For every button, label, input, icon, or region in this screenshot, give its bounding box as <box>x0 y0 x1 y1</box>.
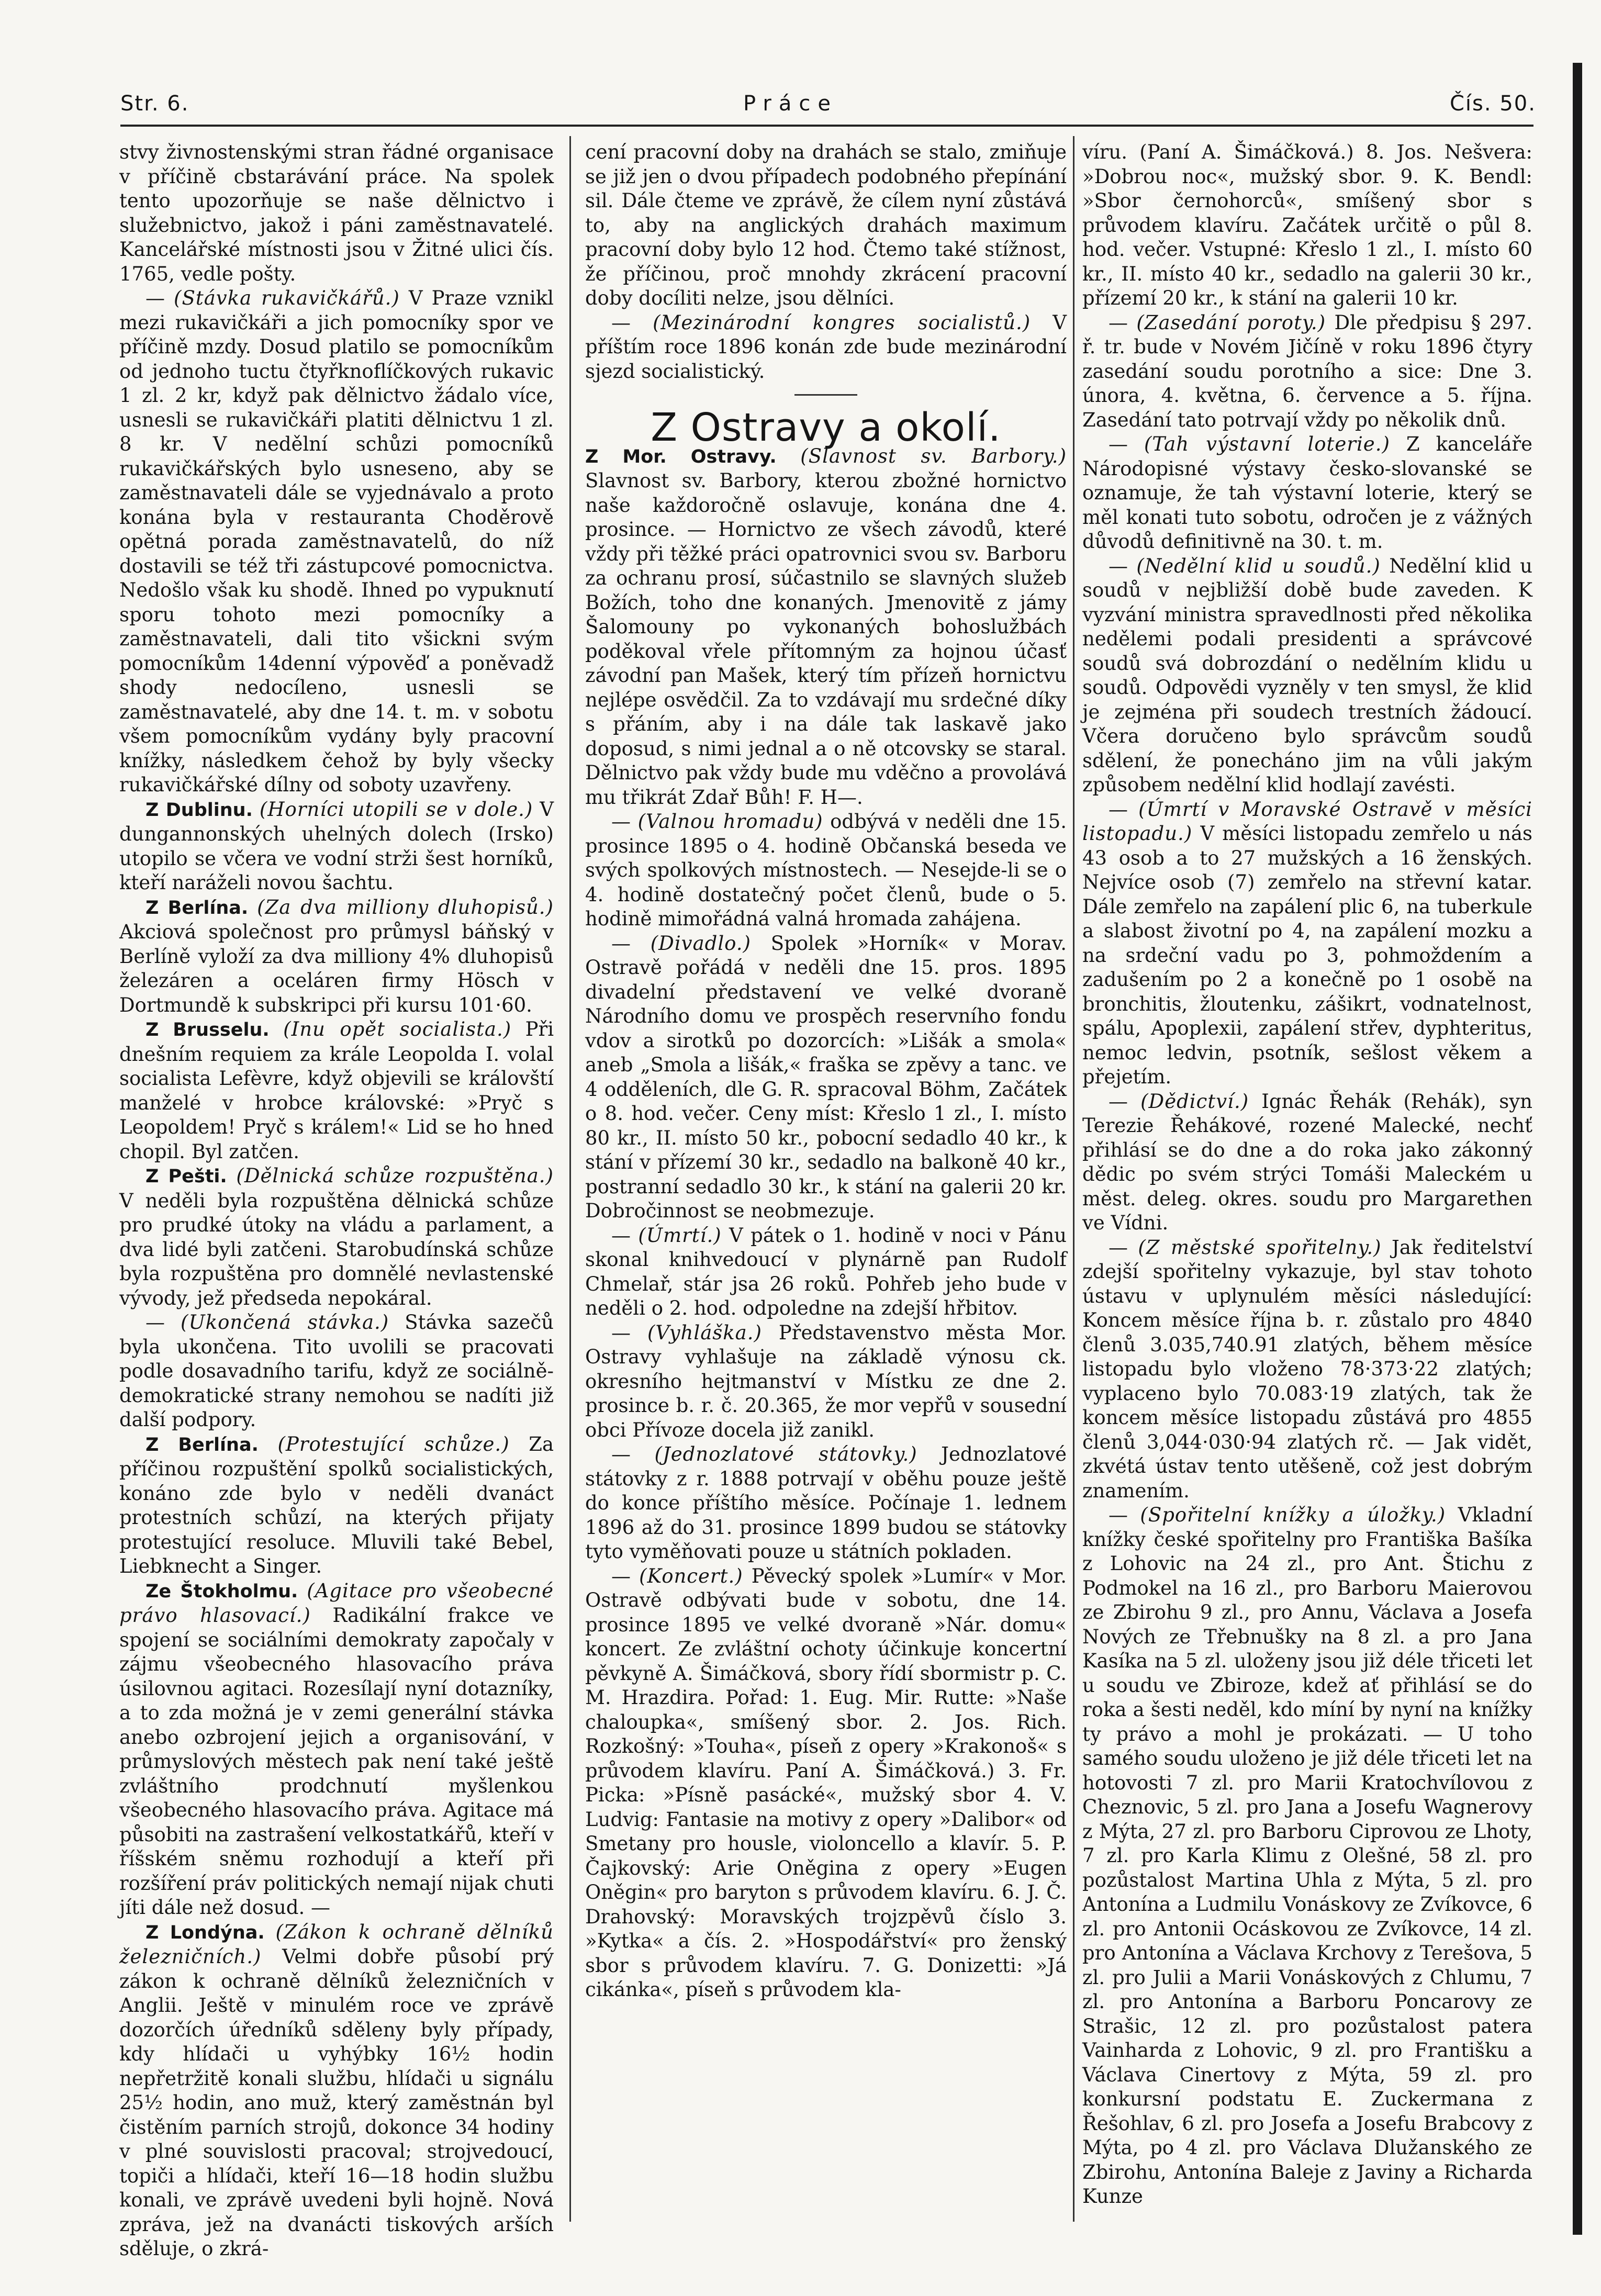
article-text: Za příčinou rozpuštění spolků socialistických, konáno zde bylo v neděli dvanáct protestních schůzí, na kterých přijaty protestující resoluce. Mluvili také Bebel, Liebknecht a Singer. <box>119 1432 554 1577</box>
article-text: Dle předpisu § 297. ř. tr. bude v Novém Jičíně v roku 1896 čtyry zasedání soudu porotního a sice: Dne 3. února, 4. května, 6. července a 5. října. Zasedání tato potrvají vždy po několik dnů. <box>1082 311 1532 431</box>
article-heading: (Koncert.) <box>639 1564 743 1587</box>
article-place: Ze Štokholmu. <box>145 1581 298 1602</box>
article-heading: (Spořitelní knížky a úložky.) <box>1140 1504 1446 1526</box>
article-text: Představenstvo města Mor. Ostravy vyhlašuje na základě výnosu ck. okresního hejtmanství v Místku ze dne 2. prosince b. r. č. 20.365, že mor vepřů v sousední obci Přívoze docela již zanikl. <box>585 1321 1067 1441</box>
article-paragraph: — (Ukončená stávka.) Stávka sazečů byla ukončena. Tito uvolili se pracovati podle dosavadního tarifu, když ze sociálně-demokratické strany nemohou se nadíti již další podpory. <box>119 1311 554 1431</box>
article-text: Pěvecký spolek »Lumír« v Mor. Ostravě odbývati bude v sobotu, dne 14. prosince 1895 ve velké dvoraně »Nár. domu« koncert. Ze zvláštní ochoty účinkuje koncertní pěvkyně A. Šimáčková, sbory řídí sbormistr p. C. M. Hrazdira. Pořad: 1. Eug. Mir. Rutte: »Naše chaloupka«, smíšený sbor. 2. Jos. Rich. Rozkošný: »Touha«, píseň z opery »Krakonoš« s průvodem klavíru. Paní A. Šimáčková.) 3. Fr. Picka: »Písně pasácké«, mužský sbor 4. V. Ludvig: Fantasie na motivy z opery »Dalibor« od Smetany pro housle, violoncello a klavír. 5. P. Čajkovský: Arie Oněgina z opery »Eugen Oněgin« pro baryton s průvodem klavíru. 6. J. Č. Drahovský: Moravských trojzpěvů číslo 3. »Kytka« a čís. 2. »Hospodářství« pro ženský sbor s průvodem klavíru. 7. G. Donizetti: »Já cikánka«, píseň s průvodem kla- <box>585 1564 1067 2001</box>
article-text: Slavnost sv. Barbory, kterou zbožné hornictvo naše každoročně oslavuje, konána dne 4. prosince. — Hornictvo ze všech závodů, které vždy při těžké práci opatrovnici svou sv. Barboru za ochranu prosí, súčastnilo se slavných služeb Božích, toho dne konaných. Jmenovitě z jámy Šalomouny po vykonaných bohoslužbách poděkoval vřele přítomným za hojnou účasť závodní pan Mašek, který tím přízeň hornictvu nejlépe osvědčil. Za to vzdávají mu srdečné díky s přáním, aby i na dále tak laskavě jako doposud, s nimi jednal a o ně otcovsky se staral. Dělnictvo pak vždy bude mu vděčno a provolává mu třikrát Zdař Bůh! F. H—. <box>585 469 1067 809</box>
article-text: V dungannonských uhelných dolech (Irsko) utopilo se včera ve vodní strži šest horníků, kteří naráželi novou šachtu. <box>119 798 554 894</box>
article-paragraph <box>119 1432 554 1579</box>
article-paragraph <box>119 140 554 286</box>
column-2-top <box>585 140 1067 384</box>
article-place: Z Pešti. <box>145 1166 227 1187</box>
article-text: Velmi dobře působí prý zákon k ochraně dělníků železničních v Anglii. Ještě v minulém roce ve zprávě dozorčích úředníků sděleny byly případy, kdy hlídači u vyhýbky 16½ hodin nepřetržitě konali službu, hlídači u signálu 25½ hodin, ano muž, který zaměstnán byl čistěním parních strojů, dokonce 34 hodiny v plné souvislosti pracoval; strojvedoucí, topiči a hlídači, kteří 16—18 hodin službu konali, ve zprávě uvedeni byli hojně. Nová zpráva, jež na dvanácti tiskových arších sděluje, o zkrá- <box>119 1945 554 2260</box>
article-paragraph: — (Divadlo.) Spolek »Horník« v Morav. Ostravě pořádá v neděli dne 15. pros. 1895 divadelní představení ve velké dvoraně Národního domu ve prospěch reservního fondu vdov a sirotků po dozorcích: »Lišák a smola« aneb „Smola a lišák,« fraška se zpěvy a tanc. ve 4 odděleních, dle G. R. spracoval Böhm, Začátek o 8. hod. večer. Ceny míst: Křeslo 1 zl., I. místo 80 kr., II. místo 50 kr., pobocní sedadlo 40 kr., k stání v přízemí 30 kr., sedadlo na balkoně 40 kr., postranní sedadlo 30 kr., k stání na galerii 20 kr. Dobročinnost se neobmezuje. <box>585 932 1067 1222</box>
article-text: Jak ředitelství zdejší spořitelny vykazuje, byl stav tohoto ústavu v uplynulém měsíci následující: Koncem měsíce října b. r. zůstalo pro 4840 členů 3.035,740.91 zlatých, během měsíce listopadu bylo vloženo 78·373·22 zlatých; vyplaceno bylo 70.083·19 zlatých, tak že koncem měsíce listopadu zůstává pro 4855 členů 3,044·030·94 zlatých rč. — Jak vidět, zkvétá ústav tento utěšeně, což jest dobrým znamením. <box>1082 1236 1532 1502</box>
article-paragraph <box>119 1164 554 1311</box>
article-heading: (Tah výstavní loterie.) <box>1144 433 1390 455</box>
article-text: Stávka sazečů byla ukončena. Tito uvolili se pracovati podle dosavadního tarifu, když ze sociálně-demokratické strany nemohou se nadíti již další podpory. <box>119 1311 554 1431</box>
article-paragraph: — (Úmrtí.) V pátek o 1. hodině v noci v Pánu skonal knihvedoucí v plynárně pan Rudolf Chmelař, stár jsa 26 roků. Pohřeb jeho bude v neděli o 2. hod. odpoledne na zdejší hřbitov. <box>585 1224 1067 1319</box>
header-rule <box>120 125 1533 127</box>
article-paragraph: — (Úmrtí v Moravské Ostravě v měsíci listopadu.) V měsíci listopadu zemřelo u nás 43 osob a to 27 mužských a 16 ženských. Nejvíce osob (7) zemřelo na střevní katar. Dále zemřelo na zapálení plic 6, na tuberkule a slabost životní po 4, na zapálení mozku a na srdeční vadu po 3, pohmoždením a zadušením po 2 a konečně po 1 osobě na bronchitis, žloutenku, zášikrt, vodnatelnost, spálu, Apoplexii, zapálení střev, dyphteritus, nemoc ledvin, psotník, sešlost věkem a přejetím. <box>1082 798 1532 1088</box>
section-title: Z Ostravy a okolí. <box>651 405 1001 450</box>
article-text: V neděli byla rozpuštěna dělnická schůze pro prudké útoky na vládu a parlament, a dva lidé byli zatčeni. Starobudínská schůze byla rozpuštěna pro domnělé nevlastenské vývody, jež předseda nepokáral. <box>119 1189 554 1309</box>
article-text: stvy živnostenskými stran řádné organisace v příčině cbstarávání práce. Na spolek tento upozorňuje se naše dělnictvo i služebnictvo, jakož i páni zaměstnavatelé. Kancelářské místnosti jsou v Žitné ulici čís. 1765, vedle pošty. <box>119 141 554 285</box>
article-paragraph: — (Jednozlatové státovky.) Jednozlatové státovky z r. 1888 potrvají v oběhu pouze ještě do konce příštího měsíce. Počínaje 1. lednem 1896 až do 31. prosince 1899 budou se státovky tyto vyměňovati pouze u státních pokladen. <box>585 1443 1067 1563</box>
article-paragraph: — (Vyhláška.) Představenstvo města Mor. Ostravy vyhlašuje na základě výnosu ck. okresního hejtmanství v Místku ze dne 2. prosince b. r. č. 20.365, že mor vepřů v sousední obci Přívoze docela již zanikl. <box>585 1321 1067 1441</box>
article-text: Vkladní knížky české spořitelny pro Františka Bašíka z Lohovic na 24 zl., pro Ant. Štichu z Podmokel na 16 zl., pro Barboru Maierovou ze Zbirohu 9 zl., pro Annu, Václava a Josefa Nových ze Třebnušky na 8 zl. a pro Jana Kasíka na 5 zl. uloženy jsou již déle třiceti let u soudu ve Zbiroze, kdež ať přihlásí se do roka a šesti neděl, kdo míní by nyní na knížky ty právo a mohl je prokázati. — U toho samého soudu uloženo je již déle třiceti let na hotovosti 7 zl. pro Marii Kratochvílovou z Cheznovic, 5 zl. pro Jana a Josefu Wagnerovy z Mýta, 27 zl. pro Barboru Ciprovou ze Lhoty, 7 zl. pro Karla Klimu z Olešné, 58 zl. pro pozůstalost Martina Uhla z Mýta, 5 zl. pro Antonína a Ludmilu Vonáskovy ze Zvíkovce, 6 zl. pro Antonii Ocáskovou ze Zvíkovce, 14 zl. pro Antonína a Václava Krchovy z Terešova, 5 zl. pro Julii a Marii Vonáskových z Chlumu, 7 zl. pro Antonína a Barboru Poncarovy ze Strašic, 12 zl. pro pozůstalost patera Vainharda z Lohovic, 9 zl. pro Františku a Václava Cinertovy z Mýta, 59 zl. pro konkursní podstatu E. Zuckermana z Řešohlav, 6 zl. pro Josefa a Josefu Brabcovy z Mýta, po 4 zl. pro Václava Dlužanského ze Zbirohu, Antonína Baleje z Javiny a Richarda Kunze <box>1082 1504 1533 2208</box>
article-paragraph: — (Z městské spořitelny.) Jak ředitelství zdejší spořitelny vykazuje, byl stav tohoto ústavu v uplynulém měsíci následující: Koncem měsíce října b. r. zůstalo pro 4840 členů 3.035,740.91 zlatých, během měsíce listopadu bylo vloženo 78·373·22 zlatých; vyplaceno bylo 70.083·19 zlatých, tak že koncem měsíce listopadu zůstává pro 4855 členů 3,044·030·94 zlatých rč. — Jak vidět, zkvétá ústav tento utěšeně, což jest dobrým znamením. <box>1082 1236 1532 1502</box>
article-heading: (Úmrtí v Moravské Ostravě v měsíci listopadu.) <box>1082 798 1532 845</box>
article-heading: (Jednozlatové státovky.) <box>654 1443 917 1465</box>
article-text: odbývá v neděli dne 15. prosince 1895 o 4. hodině Občanská beseda ve svých spolkových místnostech. — Nesejde-li se o 4. hodině dostatečný počet členů, bude o 5. hodině mimořádná valná hromada zahájena. <box>585 810 1067 930</box>
column-divider-1 <box>569 136 571 2222</box>
article-place: Z Londýna. <box>145 1922 265 1943</box>
article-heading: (Inu opět socialista.) <box>283 1018 512 1040</box>
article-text: Ignác Řehák (Rehák), syn Terezie Řehákové, rozené Malecké, nechť přihlásí se do dne a do roka jako zákonný dědic po svém strýci Tomáši Maleckém u měst. deleg. okres. soudu pro Margarethen ve Vídni. <box>1082 1090 1532 1234</box>
article-paragraph: — (Dědictví.) Ignác Řehák (Rehák), syn Terezie Řehákové, rozené Malecké, nechť přihlásí se do dne a do roka jako zákonný dědic po svém strýci Tomáši Maleckém u měst. deleg. okres. soudu pro Margarethen ve Vídni. <box>1082 1090 1532 1234</box>
page-number: Str. 6. <box>120 92 189 116</box>
article-heading: (Valnou hromadu) <box>637 810 823 833</box>
article-text: Z kanceláře Národopisné výstavy česko-slovanské se oznamuje, že tah výstavní loterie, který se měl konati tuto sobotu, odročen je z vážných důvodů definitivně na 30. t. m. <box>1082 433 1532 553</box>
column-2 <box>585 140 1067 2223</box>
article-paragraph <box>1082 140 1532 311</box>
article-paragraph <box>585 140 1067 311</box>
article-paragraph: — (Stávka rukavičkářů.) V Praze vznikl mezi rukavičkáři a jich pomocníky spor ve příčině mzdy. Dosud platilo se pomocníkům od jednoho tuctu čtyřknoflíčkových rukavic 1 zl. 2 kr, když pak dělnictvo žádalo více, usnesli se rukavičkáři platiti dělnictvu 1 zl. 8 kr. V nedělní schůzi pomocníků rukavičkářských bylo usneseno, aby se zaměstnavateli dále se vyjednávalo a proto konána byla v restauranta Choděrově opětná porada zaměstnavatelů, do níž dostavili se též tři zástupcové pomocnictva. Nedošlo však ku shodě. Ihned po vypuknutí sporu tohoto mezi pomocníky a zaměstnavateli, dali tito všickni svým pomocníkům 14denní výpověď a poněvadž shody nedocíleno, usnesli se zaměstnavatelé, aby dne 14. t. m. v sobotu všem pomocníkům vydány byly pracovní knížky, následkem čehož by byly všecky rukavičkářské dílny od soboty uzavřeny. <box>119 287 554 796</box>
newspaper-title: Práce <box>743 92 838 116</box>
column-divider-2 <box>1073 136 1074 2222</box>
article-place: Z Berlína. <box>145 1434 259 1455</box>
article-heading: (Slavnost sv. Barbory.) <box>800 444 1067 467</box>
page-edge <box>1573 63 1582 2235</box>
article-text: Jednozlatové státovky z r. 1888 potrvají v oběhu pouze ještě do konce příštího měsíce. Počínaje 1. lednem 1896 až do 31. prosince 1899 budou se státovky tyto vyměňovati pouze u státních pokladen. <box>585 1443 1067 1563</box>
article-text: Nedělní klid u soudů v nejbližší době bude zaveden. K vyzvání ministra spravedlnosti před několika nedělemi podali presidenti a správcové soudů svá dobrozdání o nedělním klidu u soudů. Odpovědi vyzněly v ten smysl, že klid je zejména při soudech trestních žádoucí. Včera doručeno bylo správcům soudů sdělení, že ponecháno jim na vůli jakým způsobem nedělní klid hodlají zavésti. <box>1082 554 1532 796</box>
article-heading: (Mezinárodní kongres socialistů.) <box>653 311 1031 334</box>
column-1 <box>119 140 554 2260</box>
article-heading: (Zasedání poroty.) <box>1136 311 1326 334</box>
article-heading: (Vyhláška.) <box>647 1321 762 1344</box>
article-paragraph: — (Nedělní klid u soudů.) Nedělní klid u soudů v nejbližší době bude zaveden. K vyzvání ministra spravedlnosti před několika nedělemi podali presidenti a správcové soudů svá dobrozdání o nedělním klidu u soudů. Odpovědi vyzněly v ten smysl, že klid je zejména při soudech trestních žádoucí. Včera doručeno bylo správcům soudů sdělení, že ponecháno jim na vůli jakým způsobem nedělní klid hodlají zavésti. <box>1082 554 1532 796</box>
article-paragraph <box>585 444 1067 810</box>
article-paragraph: — (Koncert.) Pěvecký spolek »Lumír« v Mor. Ostravě odbývati bude v sobotu, dne 14. prosince 1895 ve velké dvoraně »Nár. domu« koncert. Ze zvláštní ochoty účinkuje koncertní pěvkyně A. Šimáčková, sbory řídí sbormistr p. C. M. Hrazdira. Pořad: 1. Eug. Mir. Rutte: »Naše chaloupka«, smíšený sbor. 2. Jos. Rich. Rozkošný: »Touha«, píseň z opery »Krakonoš« s průvodem klavíru. Paní A. Šimáčková.) 3. Fr. Picka: »Písně pasácké«, mužský sbor 4. V. Ludvig: Fantasie na motivy z opery »Dalibor« od Smetany pro housle, violoncello a klavír. 5. P. Čajkovský: Arie Oněgina z opery »Eugen Oněgin« pro baryton s průvodem klavíru. 6. J. Č. Drahovský: Moravských trojzpěvů číslo 3. »Kytka« a čís. 2. »Hospodářství« pro ženský sbor s průvodem klavíru. 7. G. Donizetti: »Já cikánka«, píseň s průvodem kla- <box>585 1564 1067 2001</box>
article-heading: (Ukončená stávka.) <box>181 1311 389 1334</box>
column-3 <box>1082 140 1532 2223</box>
article-heading: (Z městské spořitelny.) <box>1138 1236 1382 1259</box>
article-paragraph <box>119 1920 554 2261</box>
article-place: Z Mor. Ostravy. <box>585 446 777 467</box>
article-heading: (Nedělní klid u soudů.) <box>1136 554 1381 577</box>
article-paragraph: — (Valnou hromadu) odbývá v neděli dne 15. prosince 1895 o 4. hodině Občanská beseda ve svých spolkových místnostech. — Nesejde-li se o 4. hodině dostatečný počet členů, bude o 5. hodině mimořádná valná hromada zahájena. <box>585 810 1067 930</box>
article-place: Z Brusselu. <box>145 1020 270 1040</box>
article-heading: (Za dva milliony dluhopisů.) <box>257 895 554 919</box>
article-paragraph <box>119 798 554 895</box>
article-text: V pátek o 1. hodině v noci v Pánu skonal knihvedoucí v plynárně pan Rudolf Chmelař, stár jsa 26 roků. Pohřeb jeho bude v neděli o 2. hod. odpoledne na zdejší hřbitov. <box>585 1224 1067 1319</box>
article-text: Při dnešním requiem za krále Leopolda I. volal socialista Lefèvre, když objevili se královští manželé v hrobce královské: »Pryč s Leopoldem! Pryč s králem!« Lid se ho hned chopil. Byl zatčen. <box>119 1018 554 1163</box>
article-paragraph: — (Mezinárodní kongres socialistů.) V příštím roce 1896 konán zde bude mezinárodní sjezd socialistický. <box>585 311 1067 383</box>
article-paragraph: — (Zasedání poroty.) Dle předpisu § 297. ř. tr. bude v Novém Jičíně v roku 1896 čtyry zasedání soudu porotního a sice: Dne 3. února, 4. května, 6. července a 5. října. Zasedání tato potrvají vždy po několik dnů. <box>1082 311 1532 431</box>
article-paragraph: — (Spořitelní knížky a úložky.) Vkladní knížky české spořitelny pro Františka Bašíka z Lohovic na 24 zl., pro Ant. Štichu z Podmokel na 16 zl., pro Barboru Maierovou ze Zbirohu 9 zl., pro Annu, Václava a Josefa Nových ze Třebnušky na 8 zl. a pro Jana Kasíka na 5 zl. uloženy jsou již déle třiceti let u soudu ve Zbiroze, kdež ať přihlásí se do roka a šesti neděl, kdo míní by nyní na knížky ty právo a mohl je prokázati. — U toho samého soudu uloženo je již déle třiceti let na hotovosti 7 zl. pro Marii Kratochvílovou z Cheznovic, 5 zl. pro Jana a Josefu Wagnerovy z Mýta, 27 zl. pro Barboru Ciprovou ze Lhoty, 7 zl. pro Karla Klimu z Olešné, 58 zl. pro pozůstalost Martina Uhla z Mýta, 5 zl. pro Antonína a Ludmilu Vonáskovy ze Zvíkovce, 6 zl. pro Antonii Ocáskovou ze Zvíkovce, 14 zl. pro Antonína a Václava Krchovy z Terešova, 5 zl. pro Julii a Marii Vonáskových z Chlumu, 7 zl. pro Antonína a Barboru Poncarovy ze Strašic, 12 zl. pro pozůstalost patera Vainharda z Lohovic, 9 zl. pro Františku a Václava Cinertovy z Mýta, 59 zl. pro konkursní podstatu E. Zuckermana z Řešohlav, 6 zl. pro Josefa a Josefu Brabcovy z Mýta, po 4 zl. pro Václava Dlužanského ze Zbirohu, Antonína Baleje z Javiny a Richarda Kunze <box>1082 1504 1533 2208</box>
article-place: Z Berlína. <box>145 897 249 919</box>
article-heading: (Agitace pro všeobecné právo hlasovací.) <box>119 1579 554 1627</box>
article-heading: (Horníci utopili se v dole.) <box>259 798 533 821</box>
article-text: V Praze vznikl mezi rukavičkáři a jich pomocníky spor ve příčině mzdy. Dosud platilo se pomocníkům od jednoho tuctu čtyřknoflíčkových rukavic 1 zl. 2 kr, když pak dělnictvo žádalo více, usnesli se rukavičkáři platiti dělnictvu 1 zl. 8 kr. V nedělní schůzi pomocníků rukavičkářských bylo usneseno, aby se zaměstnavateli dále se vyjednávalo a proto konána byla v restauranta Choděrově opětná porada zaměstnavatelů, do níž dostavili se též tři zástupcové pomocnictva. Nedošlo však ku shodě. Ihned po vypuknutí sporu tohoto mezi pomocníky a zaměstnavateli, dali tito všickni svým pomocníkům 14denní výpověď a poněvadž shody nedocíleno, usnesli se zaměstnavatelé, aby dne 14. t. m. v sobotu všem pomocníkům vydány byly pracovní knížky, následkem čehož by byly všecky rukavičkářské dílny od soboty uzavřeny. <box>119 287 554 796</box>
article-paragraph <box>119 1017 554 1164</box>
article-text: Spolek »Horník« v Morav. Ostravě pořádá v neděli dne 15. pros. 1895 divadelní představení ve velké dvoraně Národního domu ve prospěch reservního fondu vdov a sirotků po dozorcích: »Lišák a smola« aneb „Smola a lišák,« fraška se zpěvy a tanc. ve 4 odděleních, dle G. R. spracoval Böhm, Začátek o 8. hod. večer. Ceny míst: Křeslo 1 zl., I. místo 80 kr., II. místo 50 kr., pobocní sedadlo 40 kr., k stání v přízemí 30 kr., sedadlo na balkoně 40 kr., postranní sedadlo 30 kr., k stání na galerii 20 kr. Dobročinnost se neobmezuje. <box>585 932 1067 1222</box>
article-heading: (Zákon k ochraně dělníků železničních.) <box>119 1920 554 1968</box>
article-text: Akciová společnost pro průmysl báňský v Berlíně vyloží za dva milliony 4% dluhopisů železáren a oceláren firmy Hösch v Dortmundě k subskripci při kursu 101·60. <box>119 921 554 1016</box>
article-heading: (Úmrtí.) <box>638 1224 722 1247</box>
article-paragraph <box>119 895 554 1018</box>
column-2-bottom <box>585 444 1067 2002</box>
article-heading: (Stávka rukavičkářů.) <box>174 287 400 309</box>
article-heading: (Protestující schůze.) <box>277 1432 510 1455</box>
article-place: Z Dublinu. <box>145 799 253 821</box>
article-separator <box>794 394 857 396</box>
issue-number: Čís. 50. <box>1450 92 1536 116</box>
article-paragraph: — (Tah výstavní loterie.) Z kanceláře Národopisné výstavy česko-slovanské se oznamuje, že tah výstavní loterie, který se měl konati tuto sobotu, odročen je z vážných důvodů definitivně na 30. t. m. <box>1082 433 1532 553</box>
article-text: V příštím roce 1896 konán zde bude mezinárodní sjezd socialistický. <box>585 311 1067 383</box>
article-text: víru. (Paní A. Šimáčková.) 8. Jos. Nešvera: »Dobrou noc«, mužský sbor. 9. K. Bendl: »Sbor černohorců«, smíšený sbor s průvodem klavíru. Začátek určitě o půl 8. hod. večer. Vstupné: Křeslo 1 zl., I. místo 60 kr., II. místo 40 kr., sedadlo na galerii 30 kr., přízemí 20 kr., k stání na galerii 10 kr. <box>1082 141 1532 309</box>
article-heading: (Divadlo.) <box>650 932 751 955</box>
article-heading: (Dělnická schůze rozpuštěna.) <box>236 1164 554 1187</box>
article-heading: (Dědictví.) <box>1140 1090 1249 1113</box>
article-paragraph <box>119 1579 554 1920</box>
article-text: V měsíci listopadu zemřelo u nás 43 osob a to 27 mužských a 16 ženských. Nejvíce osob (7) zemřelo na střevní katar. Dále zemřelo na zapálení plic 6, na tuberkule a slabost životní po 4, na zapálení mozku a na srdeční vadu po 3, pohmoždením a zadušením po 2 a konečně po 1 osobě na bronchitis, žloutenku, zášikrt, vodnatelnost, spálu, Apoplexii, zapálení střev, dyphteritus, nemoc ledvin, psotník, sešlost věkem a přejetím. <box>1082 822 1532 1088</box>
article-text: Radikální frakce ve spojení se sociálními demokraty započaly v zájmu všeobecného hlasovacího práva úsilovnou agitaci. Rozesílají nyní dotazníky, a to zda možná je v zemi generální stávka anebo ozbrojení jejich a organisování, v průmyslových městech pak není také ještě zvláštního prodchnutí myšlenkou všeobecného hlasovacího práva. Agitace má působiti na zastrašení velkostatkářů, kteří v říšském sněmu rozhodují a kteří při rozšíření práv politických nemají nijak chuti jíti dále než dosud. — <box>119 1604 554 1919</box>
article-text: cení pracovní doby na drahách se stalo, zmiňuje se již jen o dvou případech podobného přepínání sil. Dále čteme ve zprávě, že cílem nyní zůstává to, aby na anglických drahách maximum pracovní doby bylo 12 hod. Čtemo také stížnost, že příčinou, proč mnohdy zkrácení pracovní doby docíliti nelze, jsou dělníci. <box>585 141 1067 309</box>
